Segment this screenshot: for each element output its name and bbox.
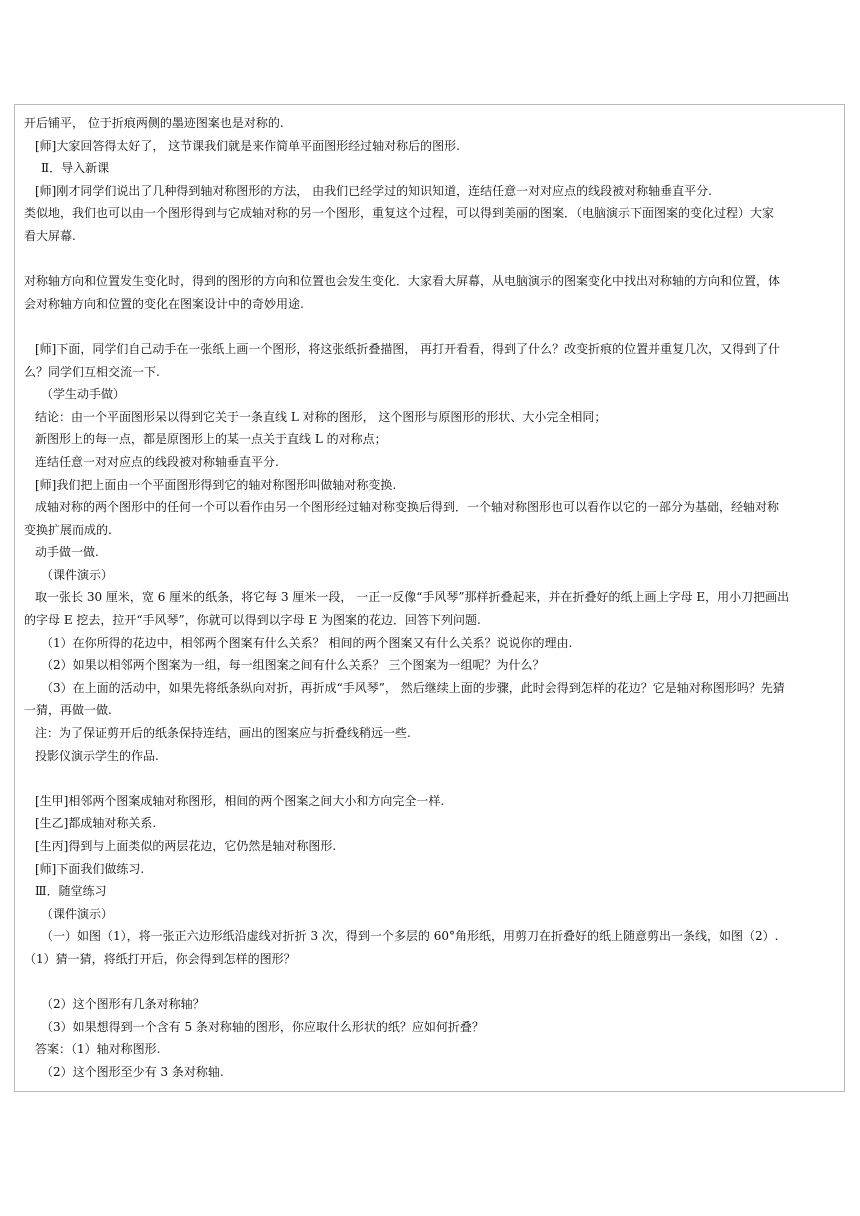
text-line: （3）如果想得到一个含有 5 条对称轴的图形，你应取什么形状的纸？应如何折叠？ — [41, 1019, 484, 1034]
text-line: （课件演示） — [41, 567, 114, 582]
document-body — [24, 112, 840, 1084]
text-line: 结论：由一个平面图形呆以得到它关于一条直线 L 对称的图形， 这个图形与原图形的形状、大小完全相同； — [35, 409, 607, 424]
blank-line — [24, 767, 840, 790]
text-line: 的字母 E 挖去，拉开“手风琴”，你就可以得到以字母 E 为图案的花边．回答下列问题. — [24, 613, 481, 628]
blank-line — [24, 315, 840, 338]
text-line: 变换扩展而成的. — [24, 522, 112, 537]
text-line: [师]我们把上面由一个平面图形得到它的轴对称图形叫做轴对称变换. — [35, 477, 397, 492]
text-line: （2）如果以相邻两个图案为一组，每一组图案之间有什么关系？ 三个图案为一组呢？为什么？ — [41, 658, 545, 673]
text-line: （2）这个图形至少有 3 条对称轴. — [41, 1064, 224, 1079]
text-line: [师]大家回答得太好了， 这节课我们就是来作简单平面图形经过轴对称后的图形. — [35, 138, 460, 153]
section-heading: Ⅱ．导入新课 — [41, 161, 110, 176]
text-line: （2）这个图形有几条对称轴？ — [41, 997, 205, 1012]
text-line: [生乙]都成轴对称关系. — [35, 816, 157, 831]
text-line: [师]刚才同学们说出了几种得到轴对称图形的方法， 由我们已经学过的知识知道，连结任意一对对应点的线段被对称轴垂直平分. — [35, 183, 712, 198]
text-line: （一）如图（1），将一张正六边形纸沿虚线对折折 3 次，得到一个多层的 60°角形纸，用剪刀在折叠好的纸上随意剪出一条线，如图（2）. — [41, 929, 779, 944]
text-line: 类似地，我们也可以由一个图形得到与它成轴对称的另一个图形，重复这个过程，可以得到美丽的图案．（电脑演示下面图案的变化过程）大家 — [24, 206, 775, 221]
text-line: （3）在上面的活动中，如果先将纸条纵向对折，再折成“手风琴”， 然后继续上面的步骤，此时会得到怎样的花边？它是轴对称图形吗？先猜 — [41, 680, 785, 695]
text-line: 成轴对称的两个图形中的任何一个可以看作由另一个图形经过轴对称变换后得到．一个轴对称图形也可以看作以它的一部分为基础，经轴对称 — [35, 500, 780, 515]
text-line: [生丙]得到与上面类似的两层花边，它仍然是轴对称图形. — [35, 839, 337, 853]
blank-line — [24, 248, 840, 271]
text-line: （1）在你所得的花边中，相邻两个图案有什么关系？ 相间的两个图案又有什么关系？说说你的理由. — [41, 635, 573, 650]
text-line: [师]下面，同学们自己动手在一张纸上画一个图形，将这张纸折叠描图， 再打开看看，得到了什么？改变折痕的位置并重复几次，又得到了什 — [35, 341, 781, 356]
text-line: 新图形上的每一点，都是原图形上的某一点关于直线 L 的对称点； — [35, 432, 387, 447]
text-line: 注：为了保证剪开后的纸条保持连结，画出的图案应与折叠线稍远一些. — [35, 726, 411, 741]
text-line: （1）猜一猜，将纸打开后，你会得到怎样的图形？ — [24, 951, 296, 966]
text-line: （课件演示） — [41, 906, 114, 921]
text-line: 投影仪演示学生的作品. — [35, 748, 159, 763]
text-line: 开后铺平， 位于折痕两侧的墨迹图案也是对称的. — [24, 116, 284, 130]
section-heading: Ⅲ．随堂练习 — [35, 884, 107, 899]
text-line: 会对称轴方向和位置的变化在图案设计中的奇妙用途. — [24, 296, 304, 311]
text-line: 么？同学们互相交流一下. — [24, 364, 160, 379]
text-line: 对称轴方向和位置发生变化时，得到的图形的方向和位置也会发生变化．大家看大屏幕，从电脑演示的图案变化中找出对称轴的方向和位置，体 — [24, 274, 781, 289]
text-line: （学生动手做） — [41, 387, 126, 402]
text-line: [师]下面我们做练习. — [35, 861, 145, 876]
text-line: 连结任意一对对应点的线段被对称轴垂直平分. — [35, 454, 279, 469]
text-line: [生甲]相邻两个图案成轴对称图形，相间的两个图案之间大小和方向完全一样. — [35, 793, 445, 808]
text-line: 看大屏幕. — [24, 228, 76, 243]
text-line: 取一张长 30 厘米，宽 6 厘米的纸条，将它每 3 厘米一段， 一正一反像“手风琴”那样折叠起来，并在折叠好的纸上画上字母 E，用小刀把画出 — [35, 590, 790, 605]
blank-line — [24, 971, 840, 994]
text-line: 一猜，再做一做. — [24, 703, 112, 718]
text-line: 答案：（1）轴对称图形. — [35, 1042, 161, 1057]
text-line: 动手做一做. — [35, 545, 99, 560]
